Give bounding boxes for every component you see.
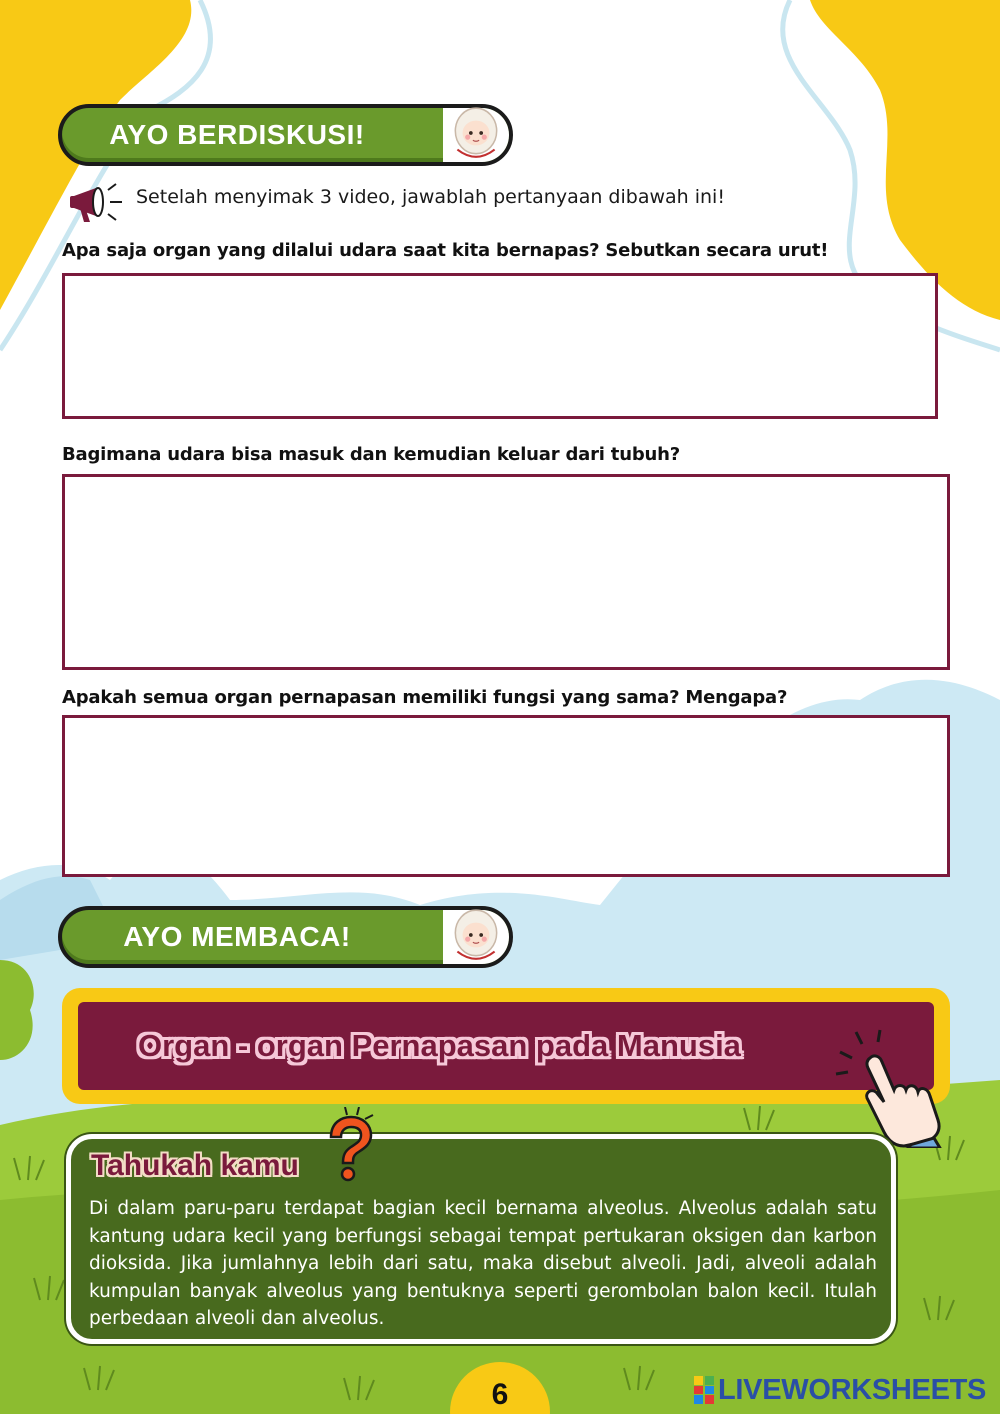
reading-title: Organ - organ Pernapasan pada Manusia [138, 1028, 741, 1063]
discuss-banner [58, 104, 513, 166]
instruction-text: Setelah menyimak 3 video, jawablah pertanyaan dibawah ini! [136, 186, 725, 208]
answer-box-2[interactable] [62, 474, 950, 670]
answer-box-1[interactable] [62, 273, 938, 419]
question-3: Apakah semua organ pernapasan memiliki fungsi yang sama? Mengapa? [62, 687, 788, 708]
page-number: 6 [491, 1378, 509, 1411]
girl-avatar-icon [445, 904, 507, 966]
read-banner-label: AYO MEMBACA! [123, 921, 351, 952]
answer-box-3[interactable] [62, 715, 950, 877]
girl-avatar-icon [445, 102, 507, 164]
brand-text: LIVEWORKSHEETS [718, 1373, 987, 1406]
banner-badge [443, 910, 509, 964]
liveworksheets-logo [694, 1372, 986, 1408]
question-1: Apa saja organ yang dilalui udara saat kita bernapas? Sebutkan secara urut! [62, 240, 829, 261]
question-2: Bagimana udara bisa masuk dan kemudian keluar dari tubuh? [62, 444, 680, 465]
fact-body: Di dalam paru-paru terdapat bagian kecil bernama alveolus. Alveolus adalah satu kantung udara kecil yang berfungsi sebagai tempat pertukaran oksigen dan karbon dioksida. Jika jumlahnya lebih dari satu, maka disebut alveoli. Jadi, alveoli adalah kumpulan banyak alveolus yang bentuknya seperti gerombolan balon kecil. Itulah perbedaan alveoli dan alveolus. [89, 1198, 877, 1329]
read-banner [58, 906, 513, 968]
pointing-hand-icon [834, 1028, 954, 1148]
fact-title: Tahukah kamu [91, 1149, 299, 1182]
banner-badge [443, 108, 509, 162]
liveworksheets-icon [694, 1376, 714, 1404]
reading-title-panel [78, 1002, 934, 1090]
reading-title-frame [62, 988, 950, 1104]
megaphone-icon [66, 176, 130, 230]
fact-box [66, 1134, 896, 1344]
discuss-banner-label: AYO BERDISKUSI! [109, 119, 365, 150]
question-mark-icon [317, 1107, 381, 1185]
